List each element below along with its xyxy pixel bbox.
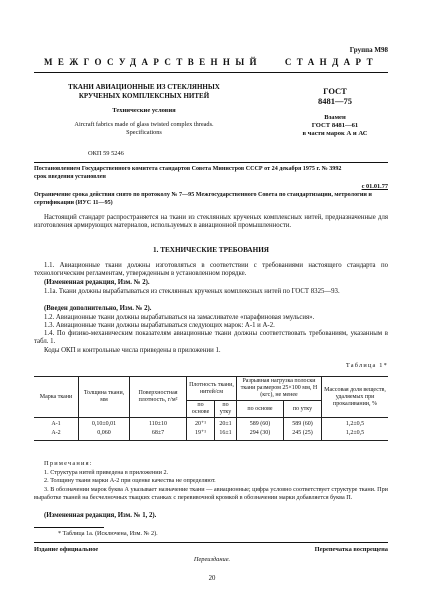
- load-weft-header: по утку: [284, 401, 322, 418]
- footer-rule: [34, 542, 388, 543]
- cell-grade: А-1: [51, 421, 61, 427]
- clause-1-2: 1.2. Авиационные ткани должны вырабатываться на замасливателе «парафиновая эмульсия».: [44, 314, 315, 321]
- notes-amendment: (Измененная редакция, Изм. № 1, 2).: [44, 512, 157, 519]
- cell-threads-warp: 19⁺¹: [187, 429, 215, 441]
- col-grade-header: Марка ткани: [34, 377, 79, 418]
- cell-thickness: 0,10±0,01: [79, 418, 130, 430]
- amendment-note-1: (Измененная редакция, Изм. № 2).: [44, 279, 150, 286]
- col-load-header: Разрывная нагрузка полоски ткани размером 25×100 мм, Н (кгс), не менее: [236, 377, 321, 401]
- cell-grade: А-2: [34, 429, 79, 441]
- okp-code: ОКП 59 5246: [88, 150, 124, 157]
- cell-density: 110±10: [130, 418, 187, 430]
- note-3: 3. В обозначении марок буква А указывает назначение ткани — авиационные; цифра условно соответствует структуре ткани. При выработке тканей на бесчелночных ткацких станках с перевивочной кромкой в обозначении марки добавляется буква П.: [34, 486, 388, 501]
- cell-threads-warp: 20⁺¹: [187, 418, 215, 430]
- replace-number: ГОСТ 8481—61: [311, 122, 359, 130]
- note-2: 2. Толщину ткани марки А-2 при оценке качества не определяют.: [44, 477, 216, 484]
- cell-thickness: 0,060: [79, 429, 130, 441]
- standard-banner: МЕЖГОСУДАРСТВЕННЫЙ СТАНДАРТ: [44, 57, 378, 67]
- notes-heading: Примечания:: [44, 460, 93, 467]
- title-ru-line2: КРУЧЕНЫХ КОМПЛЕКСНЫХ НИТЕЙ: [78, 91, 210, 100]
- group-code: Группа М98: [349, 46, 388, 54]
- gost-block: [290, 86, 380, 106]
- replace-block: [290, 114, 380, 139]
- table-caption: Таблица 1*: [345, 362, 388, 369]
- decree-line1: Постановлением Государственного комитета стандартов Совета Министров СССР от 24 декабря 1975 г. № 3992: [34, 166, 342, 172]
- threads-warp-header: по основе: [187, 401, 215, 418]
- cell-mass: 1,2±0,5: [322, 429, 389, 441]
- cell-load-weft: 589 (60): [284, 418, 322, 430]
- page-number: 20: [208, 575, 216, 582]
- intro-paragraph: Настоящий стандарт распространяется на ткани из стеклянных крученых комплексных нитей, предназначенные для изготовления армирующих материалов, используемых в авиационной промышленности.: [34, 214, 388, 230]
- cell-density: 68±7: [130, 429, 187, 441]
- properties-table: [34, 376, 388, 441]
- title-rule: [34, 162, 388, 163]
- gost-label: ГОСТ: [323, 86, 347, 96]
- clause-1-4: 1.4. По физико-механическим показателям авиационные ткани должны соответствовать требованиям, указанным в табл. 1.: [34, 330, 388, 346]
- gost-number: 8481—75: [318, 96, 352, 106]
- cell-threads-weft: 16±1: [215, 429, 237, 441]
- title-ru-line1: ТКАНИ АВИАЦИОННЫЕ ИЗ СТЕКЛЯННЫХ: [68, 83, 220, 91]
- cell-load-warp: 589 (60): [236, 418, 283, 430]
- amendment-note-2: (Введен дополнительно, Изм. № 2).: [44, 305, 152, 312]
- footnote: * Таблица 1а. (Исключена, Изм. № 2).: [58, 530, 158, 537]
- okp-codes-note: Коды ОКП и контрольные числа приведены в приложении 1.: [44, 347, 221, 354]
- title-ru: [34, 83, 254, 100]
- footer-reissue: Переиздание.: [193, 556, 231, 563]
- table-row: [34, 429, 388, 441]
- cell-load-weft: 245 (25): [284, 429, 322, 441]
- col-mass-header: Массовая доля веществ, удаляемых при прокаливании, %: [322, 377, 389, 418]
- title-en: [34, 121, 254, 137]
- cell-load-warp: 294 (30): [236, 429, 283, 441]
- table-row: [34, 418, 388, 430]
- threads-weft-header: по утку: [215, 401, 237, 418]
- replace-label: Взамен: [324, 114, 346, 121]
- col-density-header: Поверхностная плотность, г/м²: [130, 377, 187, 418]
- section-heading: 1. ТЕХНИЧЕСКИЕ ТРЕБОВАНИЯ: [153, 246, 269, 254]
- limit-note: Ограничение срока действия снято по протоколу № 7—95 Межгосударственного Совета по стандартизации, метрологии и сертификации (ИУС 11—95): [34, 192, 372, 206]
- col-thickness-header: Толщина ткани, мм: [79, 377, 130, 418]
- effective-date: с 01.01.77: [361, 183, 388, 190]
- title-en-line2: Specifications: [126, 128, 162, 136]
- replace-scope: в части марок А и АС: [302, 130, 368, 138]
- col-threads-header: Плотность ткани, нитей/см: [187, 377, 237, 401]
- cell-mass: 1,2±0,5: [322, 418, 389, 430]
- decree-line2: срок введения установлен: [34, 173, 106, 180]
- footnote-rule: [34, 527, 104, 528]
- footer-official: Издание официальное: [34, 546, 99, 553]
- note-1: 1. Структура нитей приведена в приложении 2.: [44, 469, 169, 476]
- title-en-line1: Aircraft fabrics made of glass twisted complex threads.: [74, 121, 214, 128]
- clause-1-1a: 1.1а. Ткани должны вырабатываться из стеклянных крученых комплексных нитей по ГОСТ 8325—93.: [44, 288, 340, 295]
- clause-1-3: 1.3. Авиационные ткани должны вырабатываться следующих марок: А-1 и А-2.: [44, 322, 275, 329]
- title-conditions: Технические условия: [112, 107, 176, 114]
- clause-1-1: 1.1. Авиационные ткани должны изготовляться в соответствии с требованиями настоящего стандарта по технологическим регламентам, утвержденным в установленном порядке.: [34, 262, 388, 278]
- decree: [34, 166, 388, 181]
- header-rule: [34, 72, 388, 73]
- cell-threads-weft: 20±1: [215, 418, 237, 430]
- load-warp-header: по основе: [236, 401, 283, 418]
- footer-reprint: Перепечатка воспрещена: [314, 546, 388, 553]
